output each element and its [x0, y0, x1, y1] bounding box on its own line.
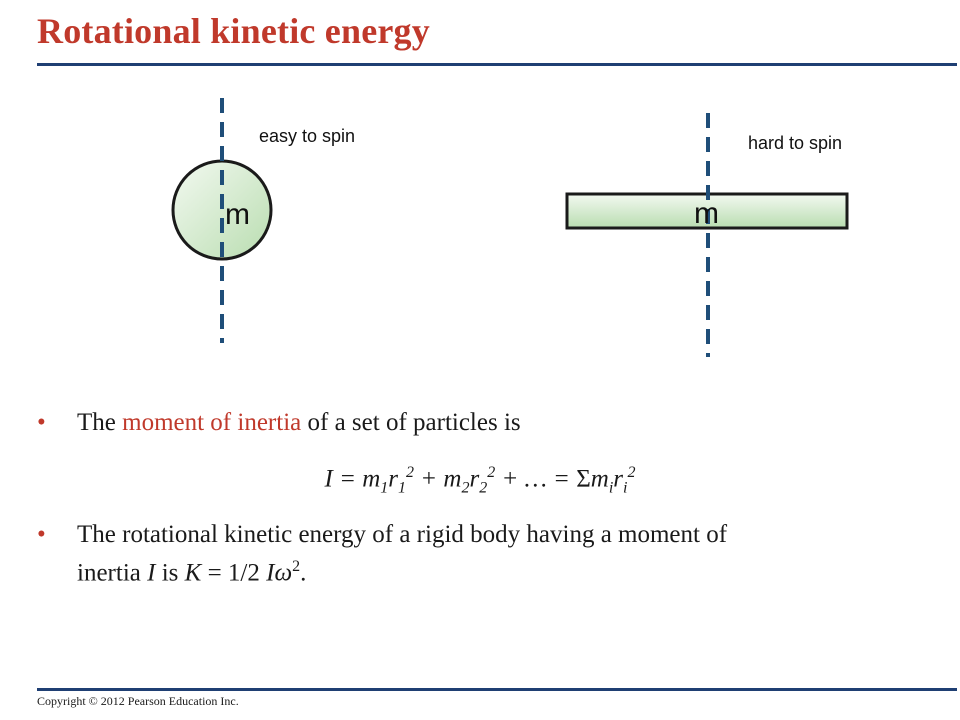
b2-symbol-omega: ω: [274, 559, 293, 587]
eq-m2: m: [443, 465, 462, 493]
left-mass-label: m: [225, 198, 250, 231]
eq-r1: r: [388, 465, 399, 493]
eq-ri-sup: 2: [627, 464, 636, 481]
bullet-moment-of-inertia: [37, 408, 521, 438]
eq-plus2: + … =: [495, 465, 577, 493]
b2-period: .: [300, 559, 307, 587]
bullet-marker: •: [37, 409, 46, 436]
b2-omega-exp: 2: [292, 558, 301, 575]
right-mass-label: m: [694, 197, 719, 230]
eq-mi: m: [590, 465, 609, 493]
moment-of-inertia-highlight: moment of inertia: [122, 409, 302, 436]
eq-ri-sub: i: [623, 479, 628, 497]
b2-symbol-I2: I: [266, 559, 275, 587]
b2-symbol-K: K: [184, 559, 202, 587]
bullet-marker: •: [37, 521, 46, 548]
b2-text-b: is: [155, 559, 185, 587]
footer-divider: [37, 688, 957, 691]
b2-text-c: = 1/2: [201, 559, 267, 587]
eq-plus1: +: [414, 465, 444, 493]
eq-sigma: Σ: [576, 465, 591, 493]
copyright-footer: Copyright © 2012 Pearson Education Inc.: [37, 694, 239, 708]
moment-of-inertia-equation: [0, 464, 960, 497]
eq-r2-sub: 2: [479, 479, 488, 497]
bullet2-line1: The rotational kinetic energy of a rigid body having a moment of: [77, 521, 728, 548]
bullet-rotational-ke: [37, 520, 727, 550]
bullet-text-prefix: The: [77, 409, 123, 436]
hard-to-spin-caption: hard to spin: [748, 133, 843, 153]
eq-r2-sup: 2: [487, 464, 496, 481]
easy-to-spin-caption: easy to spin: [259, 126, 356, 146]
eq-lhs: I =: [324, 465, 363, 493]
eq-m2-sub: 2: [461, 479, 470, 497]
eq-m1-sub: 1: [380, 479, 389, 497]
eq-mi-sub: i: [608, 479, 614, 497]
eq-m1: m: [362, 465, 381, 493]
bullet2-line2: [77, 552, 306, 588]
slide-title: Rotational kinetic energy: [37, 11, 430, 51]
b2-symbol-I: I: [147, 559, 156, 587]
eq-ri: r: [613, 465, 623, 493]
eq-r1-sup: 2: [406, 464, 415, 481]
bullet-text-suffix: of a set of particles is: [301, 409, 521, 436]
eq-r1-sub: 1: [398, 479, 407, 497]
eq-r2: r: [469, 465, 480, 493]
b2-text-a: inertia: [77, 559, 148, 587]
